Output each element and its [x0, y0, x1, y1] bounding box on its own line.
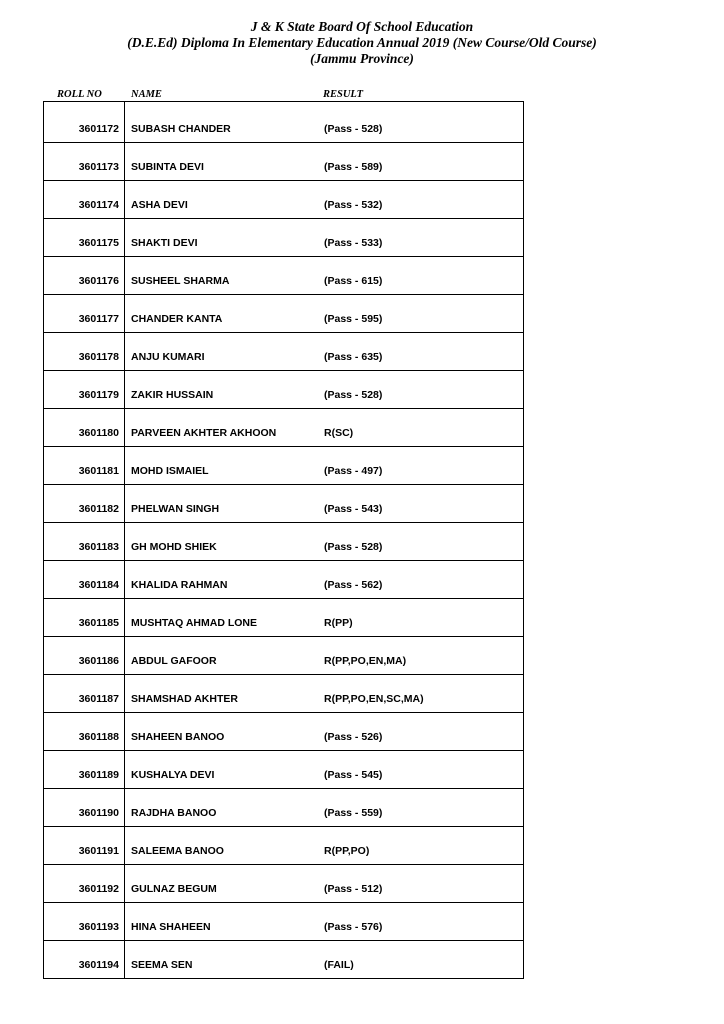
result-cell-text: (Pass - 545)	[324, 769, 383, 781]
roll-number-cell	[44, 102, 125, 142]
result-cell	[320, 637, 523, 674]
result-cell-text: R(PP,PO,EN,MA)	[324, 655, 407, 667]
result-cell-text: (Pass - 595)	[324, 313, 383, 325]
roll-number-cell	[44, 371, 125, 408]
roll-number-cell	[44, 599, 125, 636]
roll-number-cell-text: 3601174	[78, 199, 119, 211]
result-cell-text: (Pass - 532)	[324, 199, 383, 211]
roll-number-cell-text: 3601175	[78, 237, 119, 249]
column-header-result: RESULT	[323, 89, 364, 100]
candidate-name-cell	[125, 713, 320, 750]
candidate-name-cell-text: RAJDHA BANOO	[131, 807, 217, 819]
result-cell	[320, 485, 523, 522]
table-row	[44, 713, 523, 751]
roll-number-cell-text: 3601190	[78, 807, 119, 819]
result-cell-text: (Pass - 562)	[324, 579, 383, 591]
result-cell-text: (Pass - 559)	[324, 807, 383, 819]
roll-number-cell	[44, 219, 125, 256]
candidate-name-cell-text: ZAKIR HUSSAIN	[131, 389, 214, 401]
roll-number-cell-text: 3601185	[78, 617, 119, 629]
candidate-name-cell-text: GH MOHD SHIEK	[131, 541, 217, 553]
roll-number-cell-text: 3601186	[78, 655, 119, 667]
roll-number-cell-text: 3601181	[78, 465, 119, 477]
table-row	[44, 143, 523, 181]
result-cell	[320, 447, 523, 484]
column-headers	[0, 88, 724, 102]
table-row	[44, 751, 523, 789]
result-cell	[320, 751, 523, 788]
roll-number-cell-text: 3601177	[78, 313, 119, 325]
roll-number-cell-text: 3601184	[78, 579, 119, 591]
result-cell	[320, 371, 523, 408]
table-row	[44, 789, 523, 827]
roll-number-cell-text: 3601189	[78, 769, 119, 781]
roll-number-cell-text: 3601191	[78, 845, 119, 857]
result-cell	[320, 561, 523, 598]
candidate-name-cell	[125, 143, 320, 180]
roll-number-cell	[44, 713, 125, 750]
result-cell-text: (Pass - 512)	[324, 883, 383, 895]
table-row	[44, 903, 523, 941]
candidate-name-cell	[125, 865, 320, 902]
roll-number-cell	[44, 827, 125, 864]
candidate-name-cell	[125, 941, 320, 978]
table-row	[44, 102, 523, 143]
result-cell	[320, 675, 523, 712]
candidate-name-cell	[125, 485, 320, 522]
result-cell-text: (Pass - 589)	[324, 161, 383, 173]
result-cell	[320, 523, 523, 560]
result-cell-text: (Pass - 615)	[324, 275, 383, 287]
result-cell-text: R(PP,PO)	[324, 845, 370, 857]
result-cell	[320, 941, 523, 978]
candidate-name-cell-text: ABDUL GAFOOR	[131, 655, 217, 667]
table-row	[44, 371, 523, 409]
candidate-name-cell-text: SUBASH CHANDER	[131, 123, 231, 135]
table-row	[44, 257, 523, 295]
result-cell	[320, 295, 523, 332]
result-cell	[320, 102, 523, 142]
table-row	[44, 865, 523, 903]
roll-number-cell	[44, 865, 125, 902]
candidate-name-cell	[125, 447, 320, 484]
candidate-name-cell	[125, 371, 320, 408]
roll-number-cell	[44, 751, 125, 788]
result-cell	[320, 599, 523, 636]
table-row	[44, 523, 523, 561]
candidate-name-cell-text: SHAHEEN BANOO	[131, 731, 225, 743]
table-row	[44, 561, 523, 599]
candidate-name-cell-text: KHALIDA RAHMAN	[131, 579, 228, 591]
board-title: J & K State Board Of School Education	[250, 19, 474, 34]
candidate-name-cell-text: PARVEEN AKHTER AKHOON	[131, 427, 277, 439]
result-cell-text: (Pass - 528)	[324, 389, 383, 401]
candidate-name-cell	[125, 789, 320, 826]
roll-number-cell-text: 3601173	[78, 161, 119, 173]
roll-number-cell	[44, 257, 125, 294]
result-cell	[320, 409, 523, 446]
result-cell	[320, 219, 523, 256]
candidate-name-cell	[125, 751, 320, 788]
candidate-name-cell	[125, 102, 320, 142]
candidate-name-cell-text: SHAKTI DEVI	[131, 237, 198, 249]
table-row	[44, 295, 523, 333]
roll-number-cell	[44, 561, 125, 598]
roll-number-cell	[44, 485, 125, 522]
candidate-name-cell-text: SUBINTA DEVI	[131, 161, 204, 173]
table-row	[44, 219, 523, 257]
column-header-name: NAME	[131, 89, 162, 100]
roll-number-cell-text: 3601183	[78, 541, 119, 553]
candidate-name-cell	[125, 523, 320, 560]
roll-number-cell-text: 3601194	[78, 959, 119, 971]
roll-number-cell	[44, 903, 125, 940]
result-table	[43, 101, 524, 979]
candidate-name-cell	[125, 675, 320, 712]
table-row	[44, 181, 523, 219]
table-row	[44, 485, 523, 523]
candidate-name-cell-text: ASHA DEVI	[131, 199, 188, 211]
roll-number-cell-text: 3601179	[78, 389, 119, 401]
result-cell-text: (Pass - 576)	[324, 921, 383, 933]
table-row	[44, 675, 523, 713]
result-cell-text: (Pass - 533)	[324, 237, 383, 249]
result-cell	[320, 143, 523, 180]
roll-number-cell	[44, 295, 125, 332]
document-header	[0, 19, 724, 67]
roll-number-cell	[44, 637, 125, 674]
candidate-name-cell-text: CHANDER KANTA	[131, 313, 223, 325]
roll-number-cell	[44, 181, 125, 218]
result-cell	[320, 181, 523, 218]
table-row	[44, 333, 523, 371]
roll-number-cell-text: 3601187	[78, 693, 119, 705]
candidate-name-cell	[125, 903, 320, 940]
result-cell	[320, 865, 523, 902]
candidate-name-cell	[125, 219, 320, 256]
candidate-name-cell-text: SUSHEEL SHARMA	[131, 275, 230, 287]
candidate-name-cell-text: SHAMSHAD AKHTER	[131, 693, 238, 705]
candidate-name-cell	[125, 409, 320, 446]
result-cell-text: (Pass - 635)	[324, 351, 383, 363]
roll-number-cell	[44, 333, 125, 370]
candidate-name-cell	[125, 599, 320, 636]
result-cell	[320, 713, 523, 750]
roll-number-cell	[44, 447, 125, 484]
table-row	[44, 447, 523, 485]
result-cell-text: R(PP,PO,EN,SC,MA)	[324, 693, 424, 705]
roll-number-cell	[44, 523, 125, 560]
roll-number-cell-text: 3601188	[78, 731, 119, 743]
result-cell-text: (Pass - 497)	[324, 465, 383, 477]
candidate-name-cell-text: SEEMA SEN	[131, 959, 193, 971]
candidate-name-cell-text: ANJU KUMARI	[131, 351, 205, 363]
result-cell-text: (Pass - 528)	[324, 123, 383, 135]
roll-number-cell-text: 3601180	[78, 427, 119, 439]
candidate-name-cell	[125, 637, 320, 674]
table-row	[44, 409, 523, 447]
result-cell	[320, 903, 523, 940]
roll-number-cell	[44, 409, 125, 446]
result-cell	[320, 257, 523, 294]
candidate-name-cell-text: KUSHALYA DEVI	[131, 769, 215, 781]
candidate-name-cell-text: GULNAZ BEGUM	[131, 883, 217, 895]
result-cell-text: (Pass - 528)	[324, 541, 383, 553]
roll-number-cell-text: 3601178	[78, 351, 119, 363]
candidate-name-cell	[125, 295, 320, 332]
candidate-name-cell	[125, 181, 320, 218]
result-cell	[320, 789, 523, 826]
roll-number-cell-text: 3601182	[78, 503, 119, 515]
exam-title: (D.E.Ed) Diploma In Elementary Education Annual 2019 (New Course/Old Course)	[127, 35, 597, 50]
candidate-name-cell-text: MOHD ISMAIEL	[131, 465, 209, 477]
candidate-name-cell-text: PHELWAN SINGH	[131, 503, 220, 515]
roll-number-cell-text: 3601176	[78, 275, 119, 287]
result-cell-text: R(SC)	[324, 427, 354, 439]
roll-number-cell-text: 3601192	[78, 883, 119, 895]
candidate-name-cell	[125, 561, 320, 598]
roll-number-cell-text: 3601193	[78, 921, 119, 933]
table-row	[44, 599, 523, 637]
province-title: (Jammu Province)	[310, 51, 414, 66]
result-cell	[320, 333, 523, 370]
roll-number-cell	[44, 675, 125, 712]
table-row	[44, 637, 523, 675]
result-cell-text: (Pass - 543)	[324, 503, 383, 515]
roll-number-cell	[44, 941, 125, 978]
result-cell-text: (Pass - 526)	[324, 731, 383, 743]
result-cell-text: R(PP)	[324, 617, 353, 629]
roll-number-cell-text: 3601172	[78, 123, 119, 135]
candidate-name-cell-text: HINA SHAHEEN	[131, 921, 211, 933]
column-header-roll-no: ROLL NO	[57, 89, 102, 100]
roll-number-cell	[44, 789, 125, 826]
candidate-name-cell-text: SALEEMA BANOO	[131, 845, 224, 857]
candidate-name-cell	[125, 827, 320, 864]
candidate-name-cell-text: MUSHTAQ AHMAD LONE	[131, 617, 257, 629]
candidate-name-cell	[125, 257, 320, 294]
result-cell-text: (FAIL)	[324, 959, 354, 971]
roll-number-cell	[44, 143, 125, 180]
result-cell	[320, 827, 523, 864]
candidate-name-cell	[125, 333, 320, 370]
table-row	[44, 941, 523, 979]
table-row	[44, 827, 523, 865]
